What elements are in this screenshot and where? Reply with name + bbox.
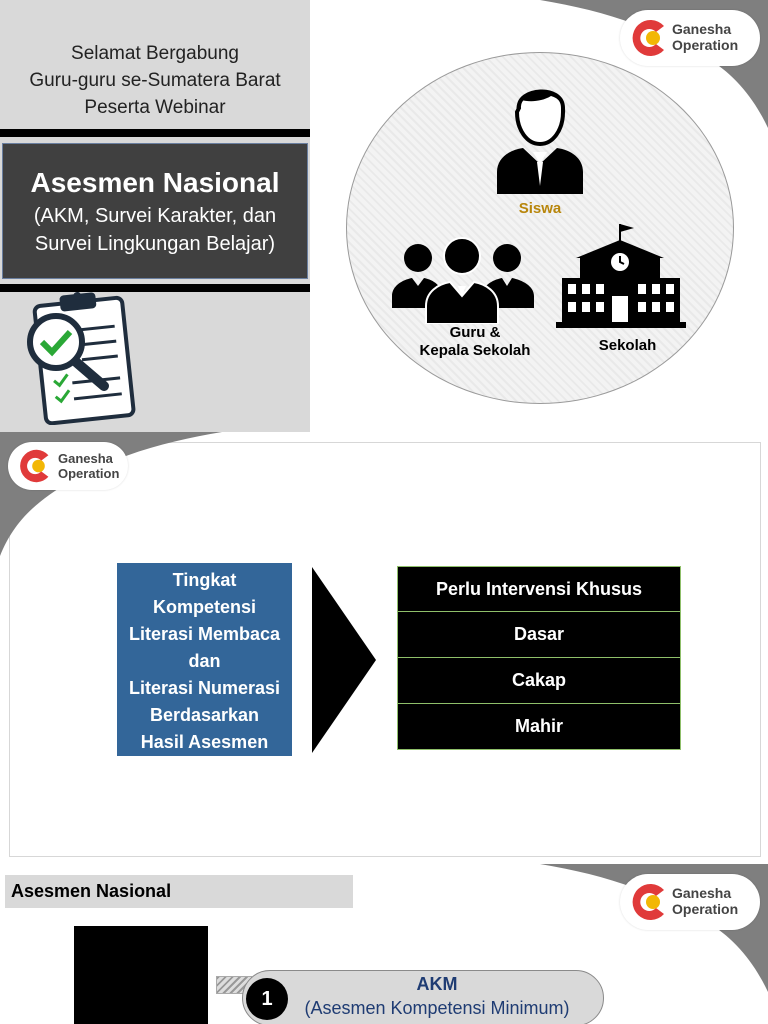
level-item: Perlu Intervensi Khusus: [397, 566, 681, 612]
ganesha-operation-logo: [620, 10, 760, 66]
competence-line: Tingkat: [172, 570, 237, 590]
welcome-text: [0, 40, 310, 121]
competence-line: Hasil Asesmen: [140, 732, 269, 752]
akm-item-text: [292, 972, 582, 1020]
logo-line: Ganesha: [672, 885, 732, 901]
logo-line: Operation: [672, 37, 739, 53]
section-header: Asesmen Nasional: [5, 875, 353, 908]
akm-subtitle: (Asesmen Kompetensi Minimum): [304, 998, 570, 1018]
subtitle-line: (AKM, Survei Karakter, dan: [33, 205, 277, 227]
slide-1: [0, 0, 768, 432]
welcome-line: Selamat Bergabung: [71, 43, 239, 64]
competence-levels: [397, 566, 681, 750]
competence-box: [117, 563, 292, 756]
item-number-badge: 1: [246, 978, 288, 1020]
label-line: Kepala Sekolah: [419, 342, 531, 359]
teachers-group-icon: [390, 236, 536, 324]
logo-text: [672, 21, 738, 53]
welcome-line: Guru-guru se-Sumatera Barat: [29, 70, 281, 91]
divider-bar: [0, 129, 310, 137]
school-building-icon: [556, 222, 686, 330]
competence-line: dan: [188, 651, 221, 671]
slide-title: Asesmen Nasional: [30, 167, 280, 198]
ganesha-logo-icon: [14, 448, 54, 484]
subtitle-line: Survei Lingkungan Belajar): [34, 233, 276, 255]
slide-2: [0, 432, 768, 864]
ganesha-operation-logo: [8, 442, 128, 490]
label-sekolah: Sekolah: [598, 337, 657, 354]
ganesha-operation-logo: [620, 874, 760, 930]
level-item: Mahir: [397, 704, 681, 750]
competence-line: Literasi Membaca: [128, 624, 281, 644]
slide-3: [0, 864, 768, 1024]
ganesha-logo-icon: [626, 882, 670, 922]
logo-line: Operation: [672, 901, 739, 917]
logo-line: Ganesha: [672, 21, 732, 37]
level-item: Cakap: [397, 658, 681, 704]
welcome-line: Peserta Webinar: [84, 97, 226, 118]
logo-line: Ganesha: [58, 451, 113, 466]
level-item: Dasar: [397, 612, 681, 658]
logo-line: Operation: [58, 466, 120, 481]
akm-title: AKM: [416, 974, 458, 994]
label-siswa: Siswa: [518, 200, 562, 217]
competence-line: Kompetensi: [152, 597, 257, 617]
black-panel: [74, 926, 208, 1024]
label-guru-kepala-sekolah: [405, 324, 545, 360]
ganesha-logo-icon: [626, 18, 670, 58]
slide-subtitle: [3, 202, 307, 258]
label-line: Guru &: [449, 324, 501, 341]
student-icon: [493, 82, 587, 194]
clipboard-checklist-icon: [22, 290, 137, 425]
competence-line: Berdasarkan: [149, 705, 260, 725]
title-box: [2, 143, 308, 279]
logo-text: [58, 451, 119, 481]
competence-line: Literasi Numerasi: [128, 678, 281, 698]
chevron-right-icon: [312, 567, 378, 753]
logo-text: [672, 885, 738, 917]
